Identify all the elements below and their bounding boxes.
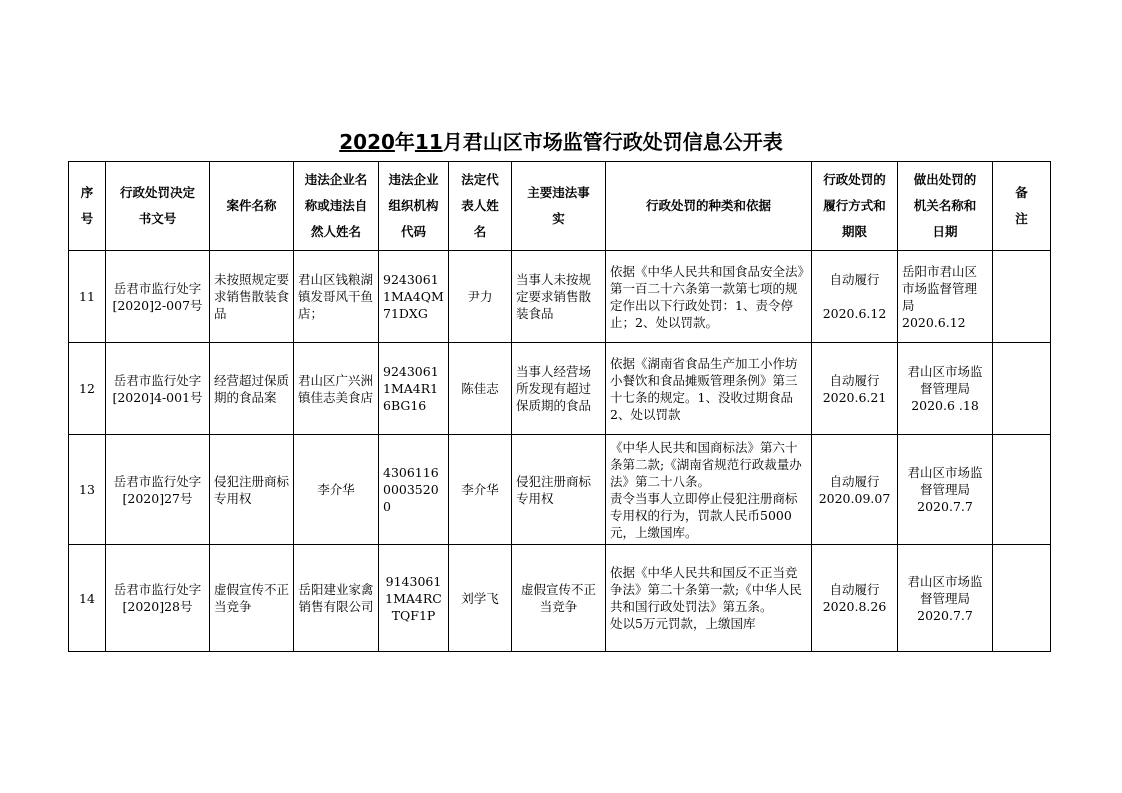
cell-remark <box>993 251 1051 343</box>
header-party: 违法企业名 称或违法自 然人姓名 <box>294 162 379 251</box>
header-agency: 做出处罚的 机关名称和 日期 <box>898 162 993 251</box>
cell-org-code: 430611600035200 <box>379 435 449 545</box>
cell-decision-no: 岳君市监行处字 [2020]2-007号 <box>106 251 210 343</box>
header-row <box>69 162 1051 251</box>
header-method: 行政处罚的 履行方式和 期限 <box>812 162 898 251</box>
header-rep: 法定代 表人姓 名 <box>449 162 512 251</box>
cell-case-name: 侵犯注册商标专用权 <box>210 435 294 545</box>
cell-basis: 依据《湖南省食品生产加工小作坊小餐饮和食品摊贩管理条例》第三十七条的规定。1、没收过期食品 2、处以罚款 <box>606 343 812 435</box>
cell-agency: 岳阳市君山区市场监督管理局 2020.6.12 <box>898 251 993 343</box>
title-year-suffix: 年 <box>394 130 415 154</box>
cell-case-name: 虚假宣传不正当竞争 <box>210 545 294 652</box>
cell-basis: 《中华人民共和国商标法》第六十条第二款;《湖南省规范行政裁量办法》第二十八条。 责令当事人立即停止侵犯注册商标专用权的行为，罚款人民币5000元，上缴国库。 <box>606 435 812 545</box>
cell-party: 君山区广兴洲镇佳志美食店 <box>294 343 379 435</box>
header-remark: 备 注 <box>993 162 1051 251</box>
cell-decision-no: 岳君市监行处字[2020]27号 <box>106 435 210 545</box>
cell-agency: 君山区市场监督管理局 2020.7.7 <box>898 435 993 545</box>
header-case-name: 案件名称 <box>210 162 294 251</box>
cell-party: 岳阳建业家禽销售有限公司 <box>294 545 379 652</box>
cell-rep: 尹力 <box>449 251 512 343</box>
cell-party: 李介华 <box>294 435 379 545</box>
cell-org-code: 92430611MA4R16BG16 <box>379 343 449 435</box>
header-decision-no: 行政处罚决定 书文号 <box>106 162 210 251</box>
table-row <box>69 545 1051 652</box>
cell-basis: 依据《中华人民共和国食品安全法》第一百二十六条第一款第七项的规定作出以下行政处罚：1、责令停止；2、处以罚款。 <box>606 251 812 343</box>
cell-org-code: 92430611MA4QM71DXG <box>379 251 449 343</box>
cell-case-name: 未按照规定要求销售散装食品 <box>210 251 294 343</box>
cell-method: 自动履行 2020.6.12 <box>812 251 898 343</box>
cell-case-name: 经营超过保质期的食品案 <box>210 343 294 435</box>
cell-remark <box>993 545 1051 652</box>
header-basis: 行政处罚的种类和依据 <box>606 162 812 251</box>
penalty-table <box>68 161 1051 652</box>
cell-agency: 君山区市场监督管理局 2020.7.7 <box>898 545 993 652</box>
cell-method: 自动履行 2020.8.26 <box>812 545 898 652</box>
table-row <box>69 343 1051 435</box>
cell-remark <box>993 435 1051 545</box>
cell-method: 自动履行 2020.09.07 <box>812 435 898 545</box>
cell-agency: 君山区市场监督管理局 2020.6 .18 <box>898 343 993 435</box>
table-row <box>69 251 1051 343</box>
cell-method: 自动履行 2020.6.21 <box>812 343 898 435</box>
cell-seq: 12 <box>69 343 106 435</box>
cell-basis: 依据《中华人民共和国反不正当竞争法》第二十条第一款;《中华人民共和国行政处罚法》第五条。 处以5万元罚款，上缴国库 <box>606 545 812 652</box>
cell-seq: 11 <box>69 251 106 343</box>
header-seq: 序 号 <box>69 162 106 251</box>
cell-org-code: 91430611MA4RCTQF1P <box>379 545 449 652</box>
cell-rep: 李介华 <box>449 435 512 545</box>
cell-remark <box>993 343 1051 435</box>
header-facts: 主要违法事 实 <box>512 162 606 251</box>
cell-rep: 陈佳志 <box>449 343 512 435</box>
header-org-code: 违法企业 组织机构 代码 <box>379 162 449 251</box>
table-row <box>69 435 1051 545</box>
cell-decision-no: 岳君市监行处字[2020]28号 <box>106 545 210 652</box>
cell-facts: 当事人未按规定要求销售散装食品 <box>512 251 606 343</box>
page-title <box>0 128 1122 156</box>
cell-party: 君山区钱粮湖镇发哥风干鱼店； <box>294 251 379 343</box>
cell-rep: 刘学飞 <box>449 545 512 652</box>
cell-facts: 当事人经营场所发现有超过保质期的食品 <box>512 343 606 435</box>
title-year: 2020 <box>339 130 395 154</box>
cell-seq: 13 <box>69 435 106 545</box>
cell-facts: 虚假宣传不正当竞争 <box>512 545 606 652</box>
title-month: 11 <box>414 130 443 154</box>
cell-facts: 侵犯注册商标专用权 <box>512 435 606 545</box>
cell-decision-no: 岳君市监行处字 [2020]4-001号 <box>106 343 210 435</box>
cell-seq: 14 <box>69 545 106 652</box>
title-rest: 月君山区市场监管行政处罚信息公开表 <box>442 130 783 154</box>
